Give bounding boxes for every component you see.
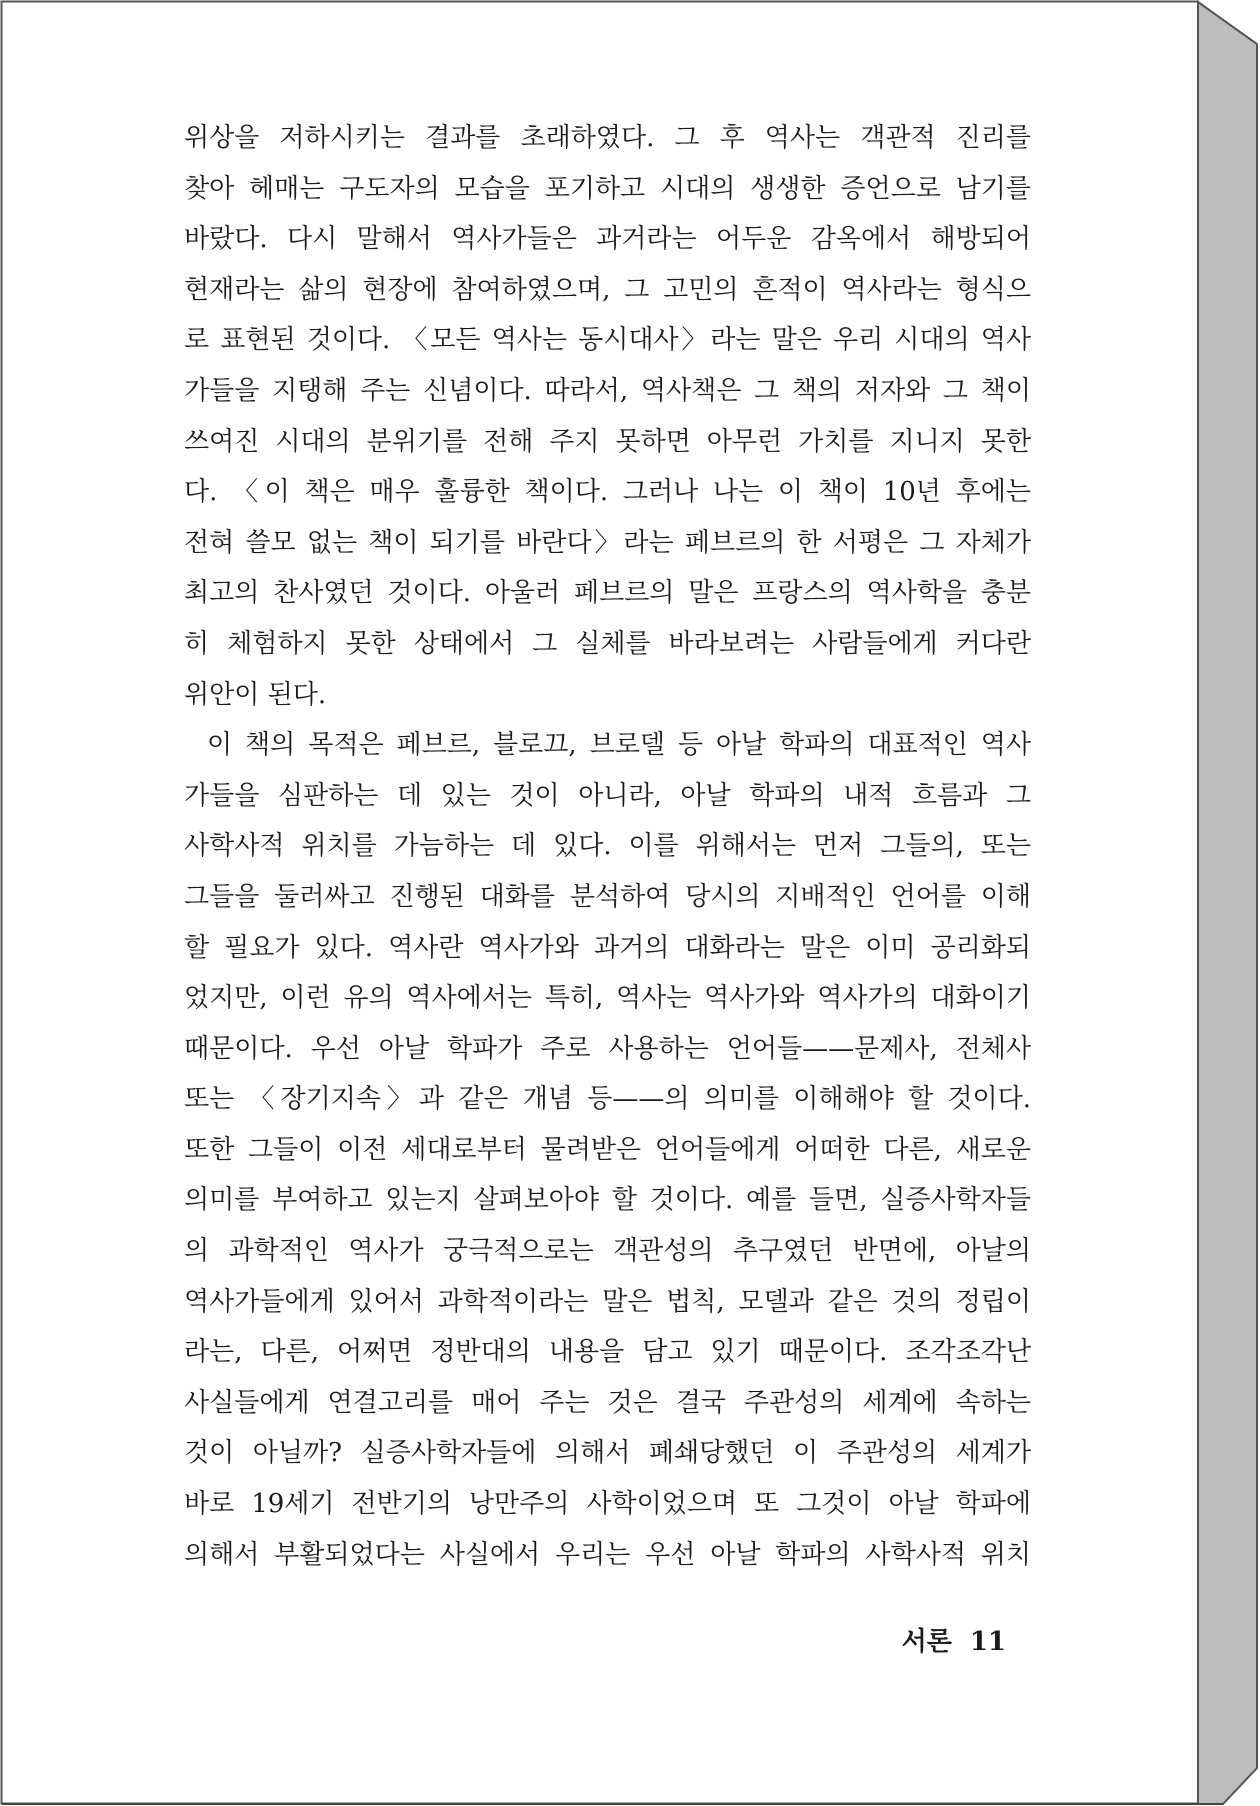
text-line: 위안이 된다.	[184, 679, 327, 710]
page-footer	[184, 1622, 1006, 1662]
page-number: 11	[969, 1627, 1006, 1657]
text-line: 바로 19세기 전반기의 낭만주의 사학이었으며 또 그것이 아날 학파에	[184, 1489, 1031, 1520]
text-line: 위상을 저하시키는 결과를 초래하였다. 그 후 역사는 객관적 진리를	[184, 123, 1031, 153]
text-line: 히 체험하지 못한 상태에서 그 실체를 바라보려는 사람들에게 커다란	[184, 628, 1031, 659]
text-line: 사실들에게 연결고리를 매어 주는 것은 결국 주관성의 세계에 속하는	[184, 1387, 1031, 1418]
text-line: 가들을 심판하는 데 있는 것이 아니라, 아날 학파의 내적 흐름과 그	[184, 780, 1031, 811]
text-line: 역사가들에게 있어서 과학적이라는 말은 법칙, 모델과 같은 것의 정립이	[184, 1286, 1031, 1317]
text-line: 의 과학적인 역사가 궁극적으로는 객관성의 추구였던 반면에, 아날의	[184, 1236, 1031, 1267]
running-footer-section: 서론	[901, 1627, 952, 1657]
text-line: 었지만, 이런 유의 역사에서는 특히, 역사는 역사가와 역사가의 대화이기	[184, 983, 1031, 1014]
text-line: 사학사적 위치를 가늠하는 데 있다. 이를 위해서는 먼저 그들의, 또는	[184, 831, 1031, 862]
text-line: 최고의 찬사였던 것이다. 아울러 페브르의 말은 프랑스의 역사학을 충분	[184, 578, 1031, 609]
text-line: 의미를 부여하고 있는지 살펴보아야 할 것이다. 예를 들면, 실증사학자들	[184, 1185, 1031, 1216]
text-line: 할 필요가 있다. 역사란 역사가와 과거의 대화라는 말은 이미 공리화되	[184, 932, 1031, 963]
page-thickness-edge	[1198, 2, 1257, 1804]
text-line: 현재라는 삶의 현장에 참여하였으며, 그 고민의 흔적이 역사라는 형식으	[184, 274, 1031, 305]
text-line: 바랐다. 다시 말해서 역사가들은 과거라는 어두운 감옥에서 해방되어	[184, 224, 1031, 255]
text-line: 로 표현된 것이다. 〈모든 역사는 동시대사〉라는 말은 우리 시대의 역사	[184, 325, 1031, 356]
text-line: 가들을 지탱해 주는 신념이다. 따라서, 역사책은 그 책의 저자와 그 책이	[184, 375, 1031, 406]
text-line: 그들을 둘러싸고 진행된 대화를 분석하여 당시의 지배적인 언어를 이해	[184, 881, 1031, 912]
text-line: 전혀 쓸모 없는 책이 되기를 바란다〉라는 페브르의 한 서평은 그 자체가	[184, 527, 1031, 558]
paragraph-2	[184, 720, 1031, 1580]
paragraph-1	[184, 113, 1031, 720]
text-line: 찾아 헤매는 구도자의 모습을 포기하고 시대의 생생한 증언으로 남기를	[184, 173, 1031, 204]
text-line: 쓰여진 시대의 분위기를 전해 주지 못하면 아무런 가치를 지니지 못한	[184, 426, 1031, 457]
text-line: 라는, 다른, 어쩌면 정반대의 내용을 담고 있기 때문이다. 조각조각난	[184, 1337, 1031, 1368]
text-line: 또한 그들이 이전 세대로부터 물려받은 언어들에게 어떠한 다른, 새로운	[184, 1134, 1031, 1165]
body-text	[184, 113, 1031, 1580]
text-line: 또는 〈장기지속〉과 같은 개념 등——의 의미를 이해해야 할 것이다.	[184, 1084, 1031, 1115]
text-line: 의해서 부활되었다는 사실에서 우리는 우선 아날 학파의 사학사적 위치	[184, 1539, 1031, 1570]
text-line: 다. 〈이 책은 매우 훌륭한 책이다. 그러나 나는 이 책이 10년 후에는	[184, 477, 1031, 508]
text-line: 때문이다. 우선 아날 학파가 주로 사용하는 언어들——문제사, 전체사	[184, 1033, 1031, 1064]
text-line: 것이 아닐까? 실증사학자들에 의해서 폐쇄당했던 이 주관성의 세계가	[184, 1438, 1031, 1469]
text-line: 이 책의 목적은 페브르, 블로끄, 브로델 등 아날 학파의 대표적인 역사	[207, 730, 1031, 761]
